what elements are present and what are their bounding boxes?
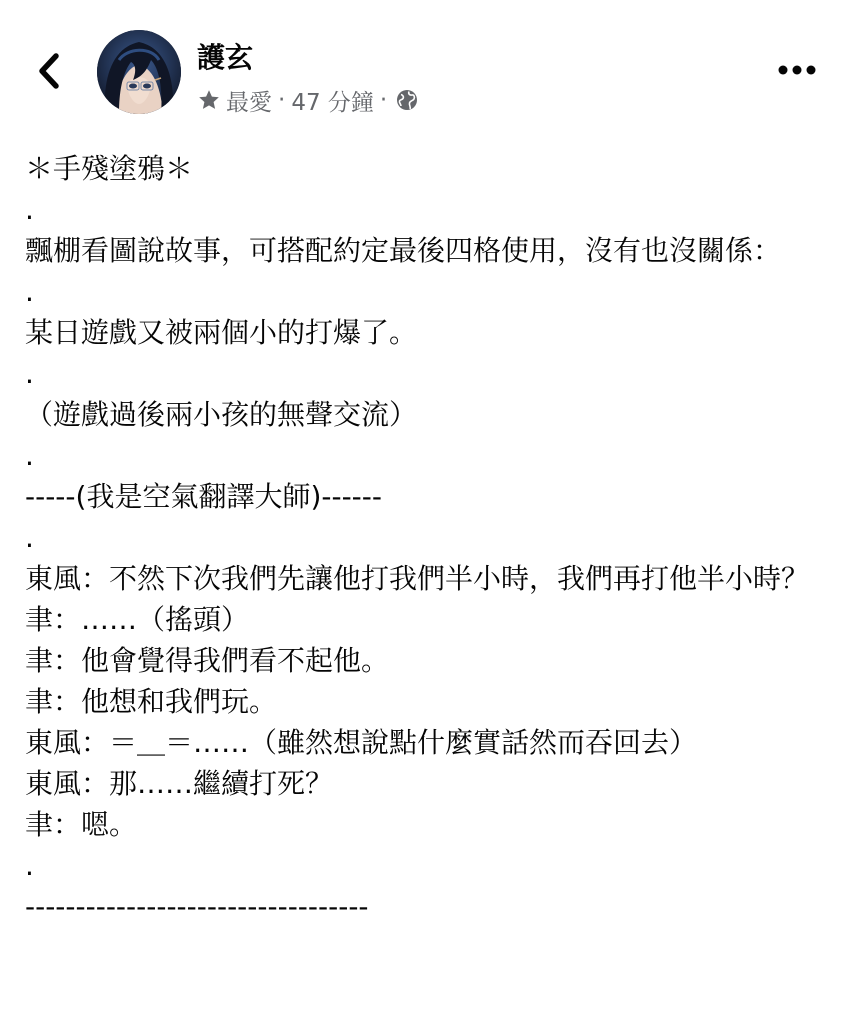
chevron-left-icon — [35, 51, 61, 91]
meta-separator: · — [379, 87, 388, 113]
post-header — [0, 0, 847, 140]
post-line: （遊戲過後兩小孩的無聲交流） — [25, 398, 418, 431]
post-line: 聿：他想和我們玩。 — [25, 685, 278, 718]
author-name[interactable]: 護玄 — [197, 41, 254, 74]
post-line: 某日遊戲又被兩個小的打爆了。 — [25, 316, 418, 349]
post-meta — [197, 82, 419, 118]
globe-icon[interactable] — [395, 88, 419, 112]
more-options-button[interactable] — [772, 52, 822, 88]
post-line: 東風：＝＿＝……（雖然想說點什麼實話然而吞回去） — [25, 726, 698, 759]
post-line: . — [25, 193, 34, 226]
post-line: ---------------------------------- — [25, 890, 369, 923]
more-horizontal-icon — [777, 64, 817, 76]
meta-separator: · — [278, 87, 286, 113]
post-line: . — [25, 275, 34, 308]
post-line: . — [25, 849, 34, 882]
post-line: . — [25, 357, 34, 390]
post-line: . — [25, 521, 34, 554]
star-icon — [197, 88, 221, 112]
post-time[interactable]: 47 分鐘 — [291, 89, 374, 116]
post-line: 東風：那……繼續打死？ — [25, 767, 334, 800]
post-line: 飄棚看圖說故事，可搭配約定最後四格使用，沒有也沒關係： — [25, 234, 782, 267]
audience-label: 最愛 — [226, 89, 272, 116]
post-line: 東風：不然下次我們先讓他打我們半小時，我們再打他半小時？ — [25, 562, 810, 595]
post-line: . — [25, 439, 34, 472]
avatar-image — [97, 30, 181, 114]
back-button[interactable] — [28, 48, 68, 94]
post-line: -----(我是空氣翻譯大師)------ — [25, 480, 382, 513]
post-line: 聿：……（搖頭） — [25, 603, 250, 636]
post-line: 聿：嗯。 — [25, 808, 138, 841]
post-line: ＊手殘塗鴉＊ — [25, 152, 194, 185]
post-body — [25, 148, 825, 927]
post-line: 聿：他會覺得我們看不起他。 — [25, 644, 390, 677]
avatar[interactable] — [97, 30, 181, 114]
